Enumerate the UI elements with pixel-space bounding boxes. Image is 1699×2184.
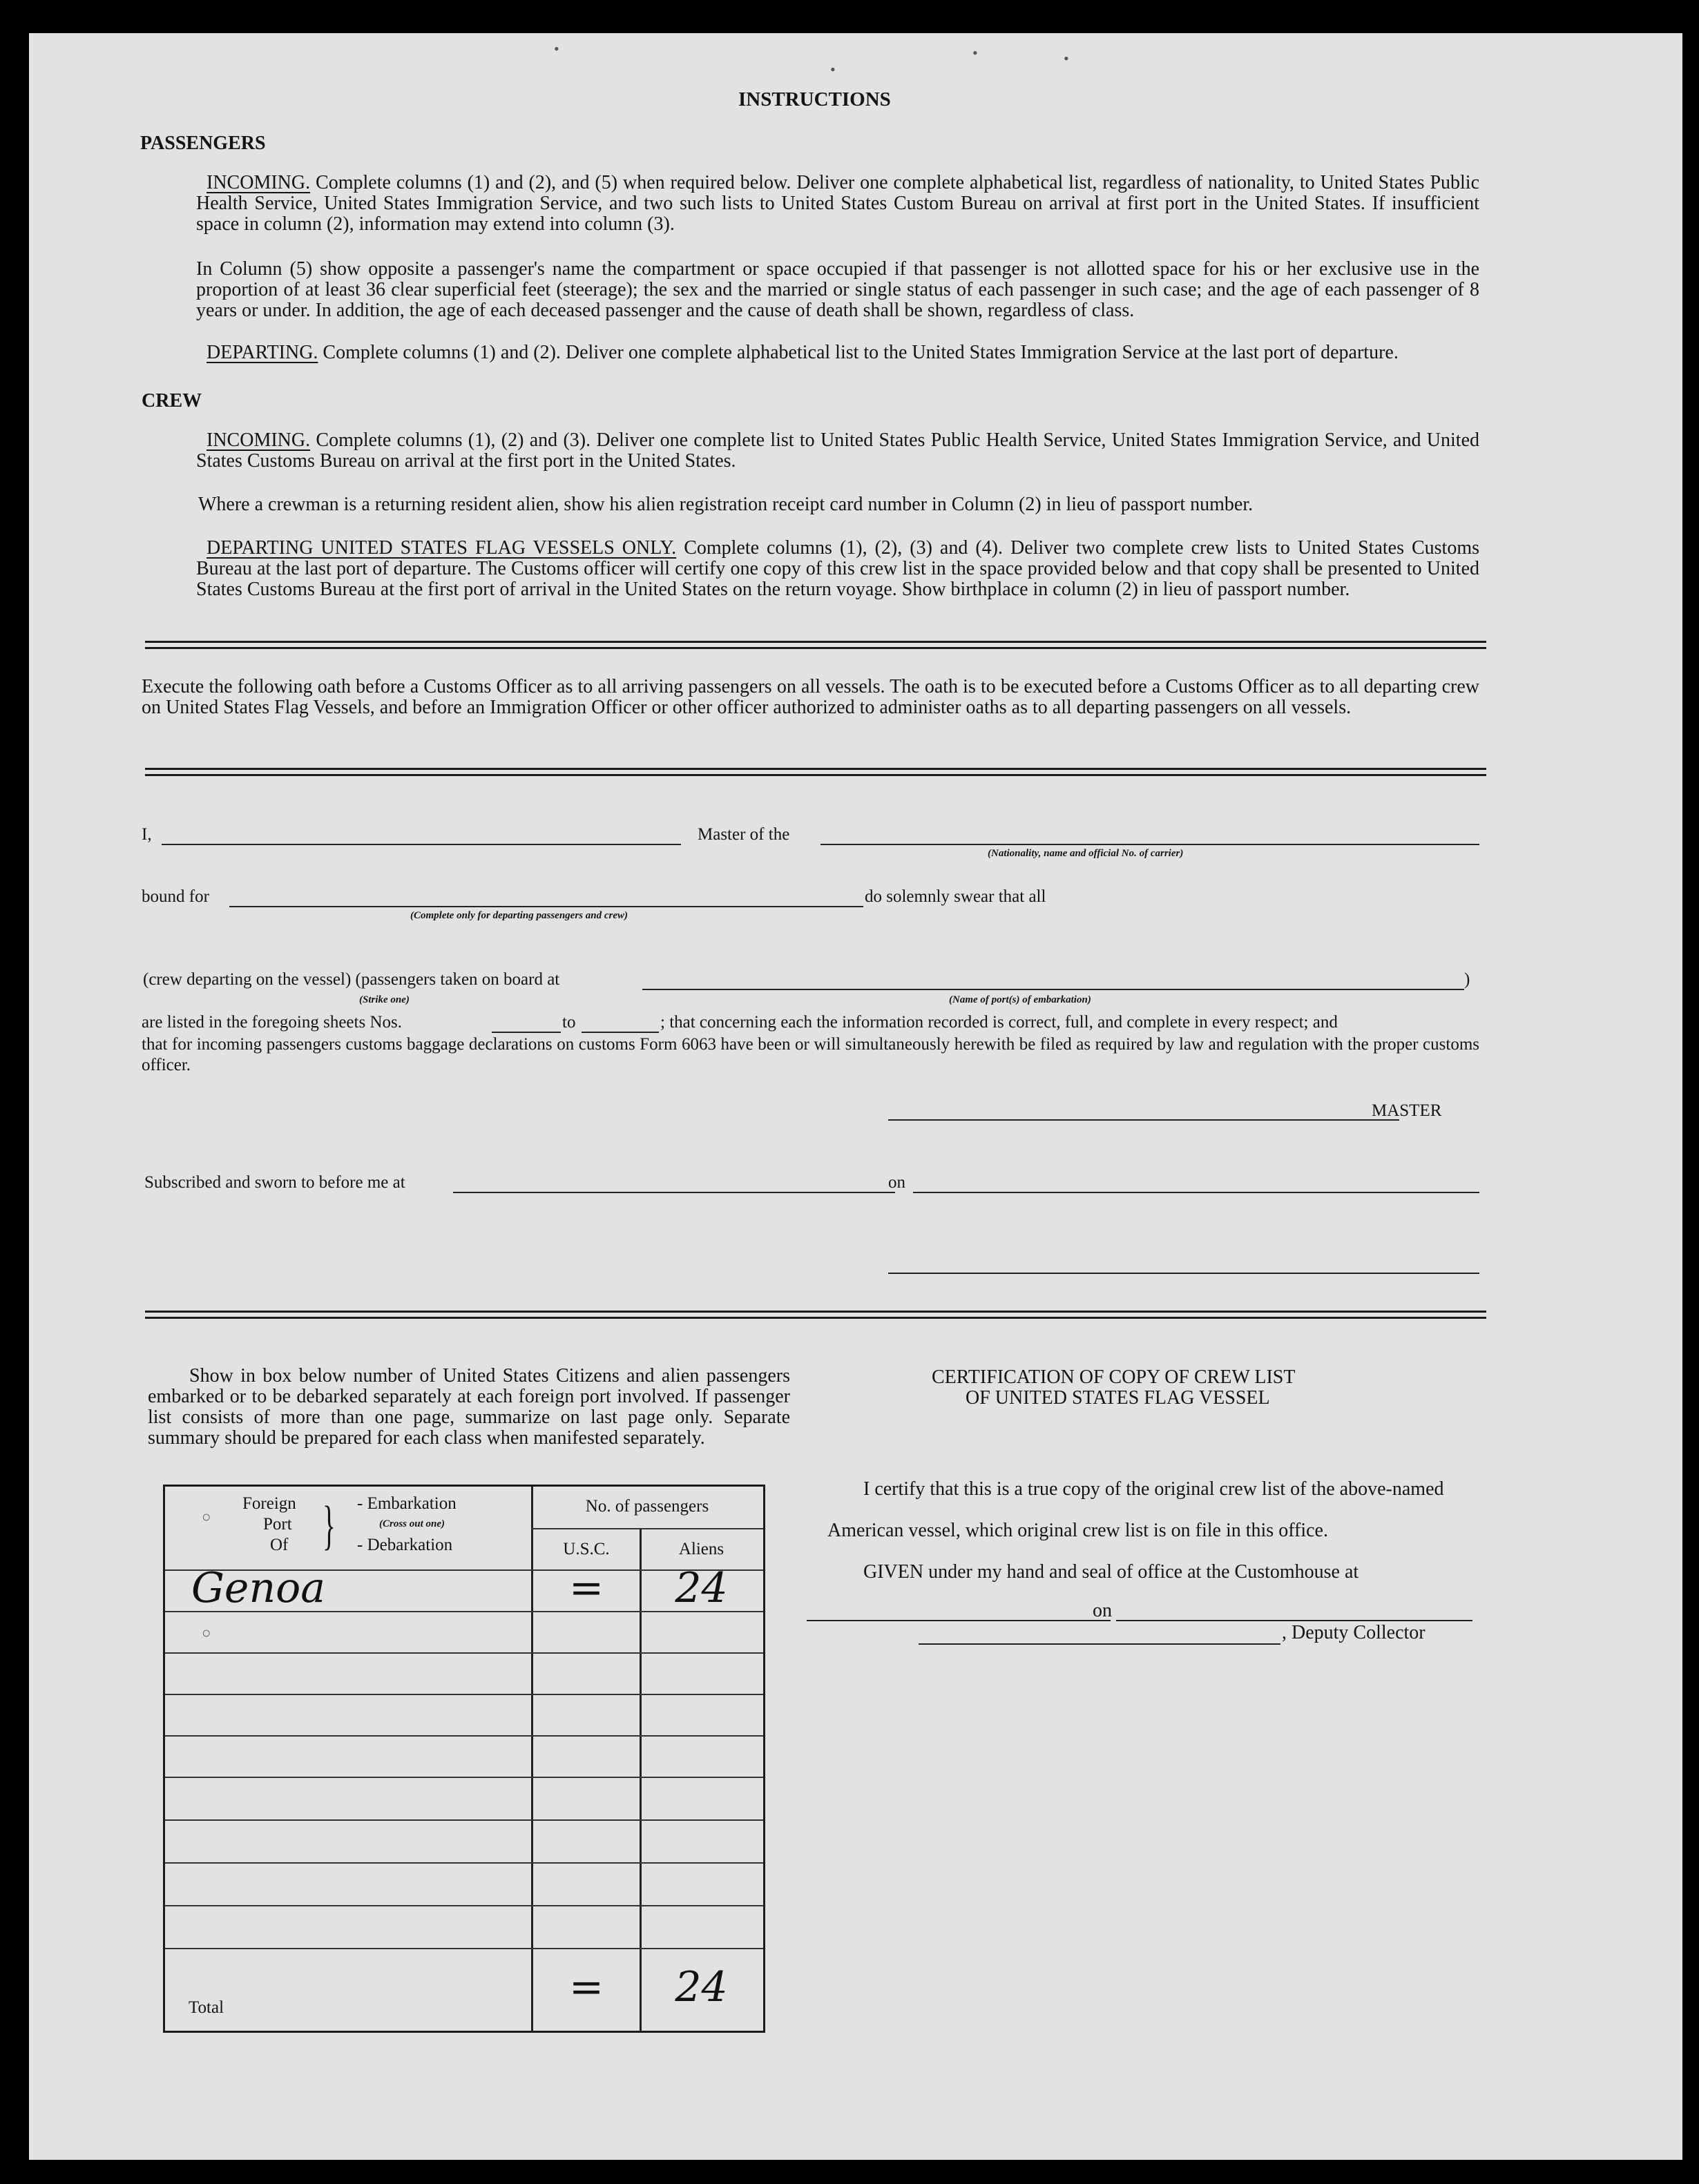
header-subdivider <box>531 1528 763 1529</box>
carrier-field[interactable] <box>820 844 1479 845</box>
summary-divider <box>145 1311 1486 1319</box>
swear-label: do solemnly swear that all <box>865 887 1046 906</box>
header-of: Of <box>270 1536 289 1554</box>
row-line <box>165 1862 763 1864</box>
passengers-departing-text: Complete columns (1) and (2). Deliver one complete alphabetical list to the United States Immigration Service at the last port of departure. <box>323 342 1399 363</box>
subscribed-label: Subscribed and sworn to before me at <box>144 1173 405 1192</box>
sworn-place-field[interactable] <box>453 1192 895 1193</box>
scan-mark: • <box>554 40 559 57</box>
row-line <box>165 1819 763 1821</box>
passengers-incoming-text: Complete columns (1) and (2), and (5) when required below. Deliver one complete alphabetical list, regardless of nationality, to United States Public Health Service, United States Immigration Service, and two such lists to United States Custom Bureau on arrival at first port in the United States. If insufficient space in column (2), information may extend into column (3). <box>196 172 1480 235</box>
master-of-label: Master of the <box>698 825 790 844</box>
row-usc-handwritten: = <box>568 1564 604 1612</box>
crew-incoming-label: INCOMING. <box>207 429 311 451</box>
customhouse-field[interactable] <box>807 1620 1111 1621</box>
total-usc-handwritten: = <box>568 1963 604 2011</box>
sworn-date-field[interactable] <box>913 1192 1479 1193</box>
row-line <box>165 1777 763 1778</box>
bound-caption: (Complete only for departing passengers and crew) <box>410 910 628 921</box>
sworn-on-label: on <box>888 1173 905 1192</box>
header-port: Port <box>263 1515 292 1534</box>
row-port-handwritten: Genoa <box>191 1564 325 1612</box>
total-label: Total <box>189 1998 224 2017</box>
port-caption: (Name of port(s) of embarkation) <box>949 994 1091 1005</box>
crew-incoming-text: Complete columns (1), (2) and (3). Deliver one complete list to United States Public Health Service, United States Immigration Service, and United States Customs Bureau on arrival at the first port in the United States. <box>196 429 1479 472</box>
scan-mark: • <box>830 61 836 78</box>
certification-title-line1: CERTIFICATION OF COPY OF CREW LIST <box>932 1366 1296 1388</box>
scan-mark: ○ <box>202 1624 211 1641</box>
given-text: GIVEN under my hand and seal of office at the Customhouse at <box>863 1561 1359 1583</box>
oath-intro: Execute the following oath before a Customs Officer as to all arriving passengers on all vessels. The oath is to be executed before a Customs Officer as to all departing crew on United States Flag Vessels, and before an Immigration Officer or other officer authorized to administer oaths as to all departing passengers on all vessels. <box>142 676 1479 718</box>
crew-departing-label: (crew departing on the vessel) (passengers taken on board at <box>143 970 560 989</box>
certification-title-line2: OF UNITED STATES FLAG VESSEL <box>966 1387 1270 1409</box>
scan-mark: • <box>972 44 978 61</box>
passenger-summary-table <box>163 1485 765 2033</box>
passengers-column5-paragraph: In Column (5) show opposite a passenger's name the compartment or space occupied if that passenger is not allotted space for his or her exclusive use in the proportion of at least 36 clear superficial feet (steerage); the sex and the married or single status of each passenger in such case; and the age of each passenger of 8 years or under. In addition, the age of each deceased passenger and the cause of death shall be shown, regardless of class. <box>196 258 1479 321</box>
summary-instructions: Show in box below number of United States Citizens and alien passengers embarked or to be debarked separately at each foreign port involved. If passenger list consists of more than one page, summarize on last page only. Separate summary should be prepared for each class when manifested separately. <box>148 1365 790 1449</box>
crew-departing-label: DEPARTING UNITED STATES FLAG VESSELS ONLY. <box>207 537 677 559</box>
bound-for-field[interactable] <box>229 906 863 907</box>
listed-rest: that for incoming passengers customs baggage declarations on customs Form 6063 have been or will simultaneously herewith be filed as required by law and regulation with the proper customs officer. <box>142 1035 1479 1074</box>
embarkation-port-field[interactable] <box>642 989 1464 990</box>
row-line <box>165 1948 763 1949</box>
row-line <box>165 1694 763 1695</box>
header-foreign: Foreign <box>242 1494 296 1513</box>
header-debarkation: - Debarkation <box>357 1536 453 1554</box>
nationality-caption: (Nationality, name and official No. of carrier) <box>988 848 1184 859</box>
header-no-passengers: No. of passengers <box>585 1497 709 1516</box>
header-usc: U.S.C. <box>563 1540 610 1558</box>
listed-text: ; that concerning each the information recorded is correct, full, and complete in every respect; and <box>660 1013 1338 1032</box>
row-line <box>165 1905 763 1906</box>
master-label: MASTER <box>1372 1101 1442 1120</box>
scan-mark: • <box>1064 50 1069 67</box>
row-line <box>165 1652 763 1654</box>
sheet-from-field[interactable] <box>492 1032 561 1033</box>
close-paren: ) <box>1464 970 1470 989</box>
header-cross-out: (Cross out one) <box>379 1518 445 1529</box>
row-line <box>165 1735 763 1737</box>
deputy-signature-field[interactable] <box>919 1643 1280 1645</box>
strike-one-caption: (Strike one) <box>359 994 410 1005</box>
document-page <box>29 33 1682 2160</box>
oath-i-label: I, <box>142 825 152 844</box>
passengers-incoming-paragraph <box>196 173 1479 235</box>
passengers-departing-paragraph <box>207 342 1479 363</box>
crew-departing-paragraph <box>196 538 1479 600</box>
officer-signature-field[interactable] <box>888 1273 1479 1274</box>
listed-to-label: to <box>562 1013 576 1032</box>
crew-heading: CREW <box>142 390 202 412</box>
master-signature-field[interactable] <box>888 1119 1399 1121</box>
scan-mark: ○ <box>202 1508 211 1525</box>
header-embarkation: - Embarkation <box>357 1494 457 1513</box>
total-aliens-handwritten: 24 <box>675 1963 728 2011</box>
master-name-field[interactable] <box>162 844 681 845</box>
section-divider <box>145 641 1486 649</box>
row-aliens-handwritten: 24 <box>675 1564 728 1612</box>
header-aliens: Aliens <box>678 1540 724 1558</box>
passengers-heading: PASSENGERS <box>140 133 266 154</box>
certification-on-label: on <box>1093 1600 1112 1621</box>
crew-departing-text: Complete columns (1), (2), (3) and (4). Deliver two complete crew lists to United States Customs Bureau at the last port of departure. The Customs officer will certify one copy of this crew list in the space provided below and that copy shall be presented to United States Customs Bureau at the first port of arrival in the United States on the return voyage. Show birthplace in column (2) in lieu of passport number. <box>196 537 1480 600</box>
oath-divider <box>145 768 1486 776</box>
crew-alien-paragraph: Where a crewman is a returning resident alien, show his alien registration receipt card number in Column (2) in lieu of passport number. <box>198 494 1254 515</box>
brace-icon: } <box>323 1495 336 1555</box>
certify-text: I certify that this is a true copy of the original crew list of the above-named <box>863 1478 1444 1500</box>
page-title: INSTRUCTIONS <box>738 88 891 110</box>
crew-incoming-paragraph <box>196 430 1479 472</box>
american-vessel-text: American vessel, which original crew list is on file in this office. <box>827 1520 1328 1541</box>
passengers-departing-label: DEPARTING. <box>207 342 318 363</box>
sheet-to-field[interactable] <box>582 1032 659 1033</box>
certification-date-field[interactable] <box>1116 1620 1472 1621</box>
listed-label: are listed in the foregoing sheets Nos. <box>142 1013 402 1032</box>
passengers-incoming-label: INCOMING. <box>207 172 311 193</box>
deputy-collector-label: , Deputy Collector <box>1282 1622 1426 1643</box>
bound-for-label: bound for <box>142 887 209 906</box>
